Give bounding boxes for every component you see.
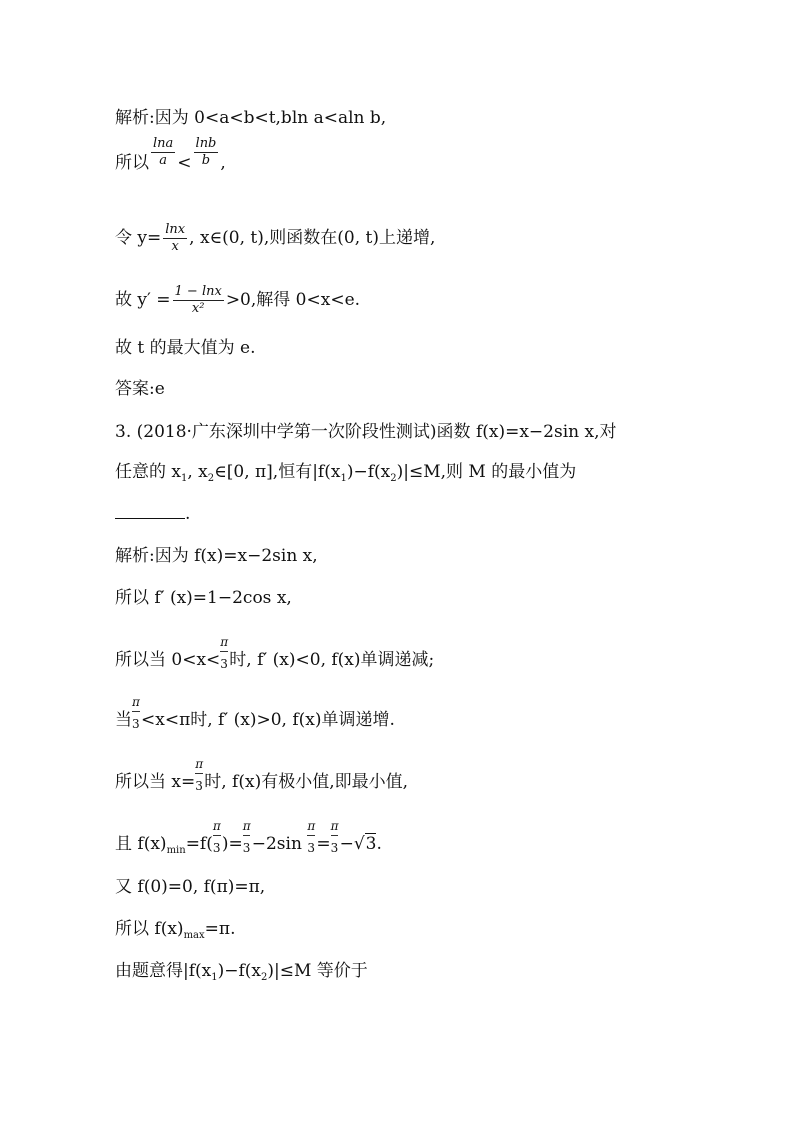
text: 所以 f(x) — [115, 919, 184, 939]
subscript: 1 — [340, 473, 347, 484]
text: −√ — [339, 834, 365, 854]
text: 由题意得|f(x — [115, 961, 212, 981]
denominator: 3 — [132, 711, 140, 735]
denominator: 3 — [195, 773, 203, 797]
text: 令 y= — [115, 228, 162, 248]
problem-3-condition-line — [115, 461, 576, 490]
text: 所以当 x= — [115, 772, 196, 792]
subscript: min — [166, 845, 186, 856]
numerator: π — [132, 695, 140, 709]
fraction-lnx-over-x — [163, 222, 187, 255]
text: −2sin — [251, 834, 302, 854]
numerator: lna — [153, 136, 174, 151]
fraction-derivative — [173, 284, 224, 317]
text: )|≤M 等价于 — [267, 961, 368, 981]
denominator: x² — [191, 301, 205, 316]
text: 所以 — [115, 153, 149, 173]
fraction-pi-over-3 — [242, 819, 252, 855]
text: ∈[0, π],恒有|f(x — [214, 462, 341, 482]
denominator: x — [171, 239, 179, 254]
text: 时, f(x)有极小值,即最小值, — [204, 772, 409, 792]
answer-line: 答案:e — [115, 379, 165, 399]
text: 时, f′ (x)<0, f(x)单调递减; — [229, 650, 435, 670]
text: . — [376, 834, 382, 854]
text: =f( — [185, 834, 213, 854]
denominator: 3 — [243, 835, 251, 859]
subscript: 2 — [207, 473, 215, 484]
fraction-pi-over-3 — [330, 819, 340, 855]
max-value-line: 故 t 的最大值为 e. — [115, 338, 256, 358]
text: <x<π时, f′ (x)>0, f(x)单调递增. — [141, 710, 395, 730]
subscript: 2 — [261, 972, 268, 983]
numerator: π — [307, 819, 316, 833]
subscript: 1 — [211, 972, 218, 983]
denominator: b — [201, 153, 211, 168]
numerator: π — [220, 635, 229, 649]
boundary-values-line: 又 f(0)=0, f(π)=π, — [115, 877, 266, 897]
denominator: 3 — [213, 835, 221, 859]
denominator: 3 — [307, 835, 315, 859]
fraction-lna-over-a — [151, 136, 175, 169]
text: 且 f(x) — [115, 834, 167, 854]
minimum-value-line — [115, 819, 382, 862]
fraction-pi-over-3 — [212, 819, 222, 855]
increasing-interval-line — [115, 695, 395, 731]
fraction-lnb-over-b — [194, 136, 219, 169]
problem-3-line: 3. (2018·广东深圳中学第一次阶段性测试)函数 f(x)=x−2sin x,对 — [115, 422, 617, 442]
text: 故 y′ = — [115, 290, 171, 310]
function-definition-line — [115, 222, 435, 255]
text: )−f(x — [346, 462, 391, 482]
numerator: π — [242, 819, 251, 833]
minimum-line — [115, 757, 409, 793]
text: =π. — [204, 919, 236, 939]
denominator: 3 — [220, 651, 228, 675]
text: 任意的 x — [115, 462, 181, 482]
denominator: 3 — [331, 835, 339, 859]
text: )|≤M,则 M 的最小值为 — [396, 462, 577, 482]
text: = — [316, 834, 331, 854]
maximum-value-line — [115, 918, 235, 947]
numerator: lnb — [195, 136, 217, 151]
text: , x∈(0, t),则函数在(0, t)上递增, — [189, 228, 436, 248]
text: >0,解得 0<x<e. — [225, 290, 361, 310]
fraction-pi-over-3 — [195, 757, 204, 793]
fraction-pi-over-3 — [220, 635, 229, 671]
derivative-3-line: 所以 f′ (x)=1−2cos x, — [115, 588, 292, 608]
numerator: lnx — [165, 222, 186, 237]
text: 所以当 0<x< — [115, 650, 221, 670]
numerator: π — [330, 819, 339, 833]
numerator: π — [212, 819, 221, 833]
solution-3-intro-line: 解析:因为 f(x)=x−2sin x, — [115, 546, 318, 566]
answer-blank-line — [115, 503, 190, 525]
fraction-pi-over-3 — [132, 695, 141, 731]
text: . — [185, 504, 191, 524]
answer-blank — [115, 504, 185, 519]
text: , x — [187, 462, 208, 482]
numerator: π — [195, 757, 204, 771]
decreasing-interval-line — [115, 635, 435, 671]
subscript: 2 — [390, 473, 397, 484]
denominator: a — [159, 153, 168, 168]
equivalence-line — [115, 960, 368, 989]
subscript: 1 — [181, 473, 188, 484]
derivative-line — [115, 284, 360, 317]
subscript: max — [183, 930, 205, 941]
text: , — [220, 153, 226, 173]
numerator: 1 − lnx — [174, 284, 222, 299]
text: 当 — [115, 710, 132, 730]
text: )−f(x — [217, 961, 262, 981]
log-ratio-inequality-line — [115, 136, 226, 174]
fraction-pi-over-3 — [307, 819, 316, 855]
radicand: 3 — [365, 834, 377, 854]
less-than: < — [177, 153, 192, 173]
solution-intro-line: 解析:因为 0<a<b<t,bln a<aln b, — [115, 108, 387, 128]
text: )= — [221, 834, 243, 854]
